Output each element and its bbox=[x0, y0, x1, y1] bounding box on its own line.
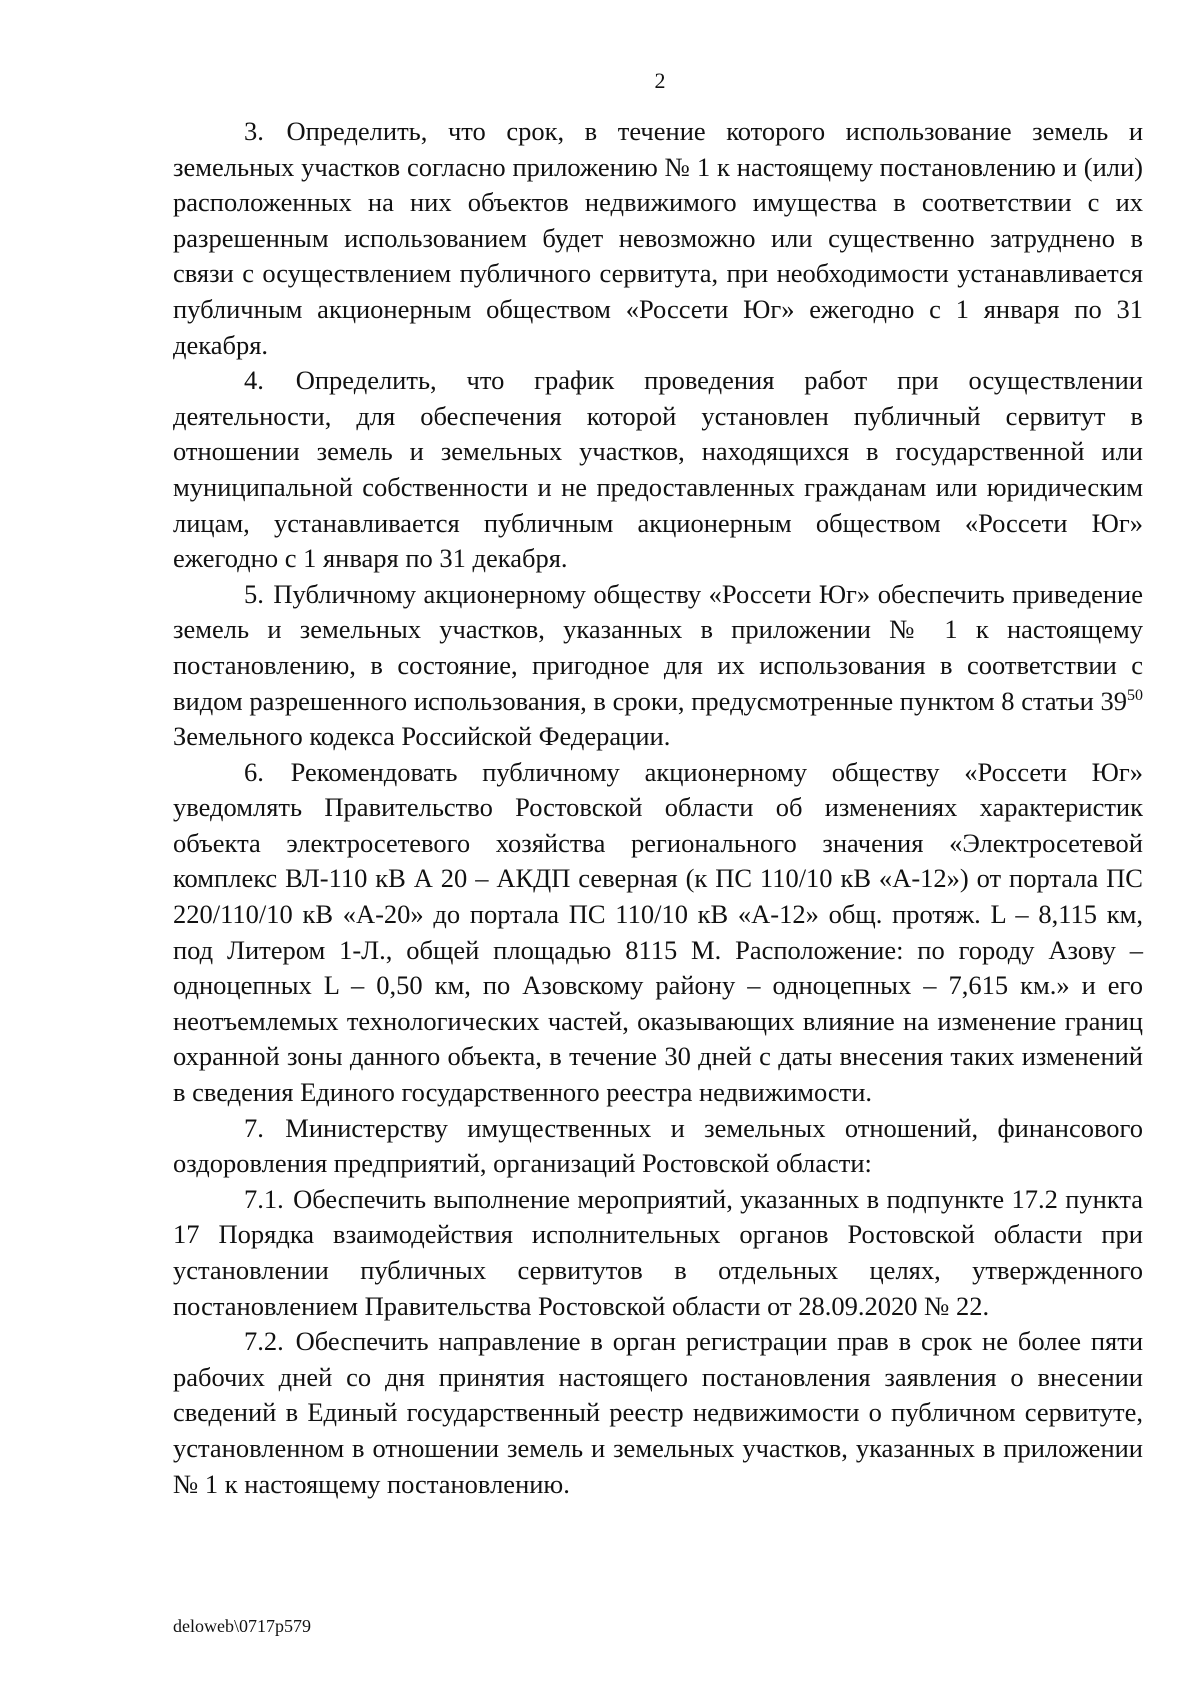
article-superscript: 50 bbox=[1127, 686, 1143, 704]
paragraph-6 bbox=[173, 755, 1143, 1111]
paragraph-7-1 bbox=[173, 1182, 1143, 1324]
paragraph-number: 7. bbox=[244, 1112, 264, 1143]
paragraph-3 bbox=[173, 114, 1143, 363]
paragraph-number: 7.1. bbox=[244, 1183, 284, 1214]
paragraph-number: 6. bbox=[244, 756, 264, 787]
paragraph-text: Обеспечить выполнение мероприятий, указанных в подпункте 17.2 пункта 17 Порядка взаимодействия исполнительных органов Ростовской области при установлении публичных сервитутов в отдельных целях, утвержденного постановлением Правительства Ростовской области от 28.09.2020 № 22. bbox=[173, 1183, 1144, 1321]
paragraph-7-2 bbox=[173, 1324, 1143, 1502]
paragraph-7 bbox=[173, 1111, 1143, 1182]
document-code: deloweb\0717p579 bbox=[173, 1616, 311, 1636]
paragraph-text: Определить, что срок, в течение которого использование земель и земельных участков согласно приложению № 1 к настоящему постановлению и (или) расположенных на них объектов недвижимого имущества в соответствии с их разрешенным использованием будет невозможно или существенно затруднено в связи с осуществлением публичного сервитута, при необходимости устанавливается публичным акционерным обществом «Россети Юг» ежегодно с 1 января по 31 декабря. bbox=[173, 116, 1143, 360]
paragraph-number: 3. bbox=[244, 116, 264, 146]
page-number: 2 bbox=[654, 68, 666, 93]
document-body bbox=[173, 114, 1143, 1502]
paragraph-5 bbox=[173, 577, 1143, 755]
paragraph-number: 4. bbox=[244, 365, 264, 396]
paragraph-text: Публичному акционерному обществу «Россети Юг» обеспечить приведение земель и земельных участков, указанных в приложении № 1 к настоящему постановлению, в состояние, пригодное для их использования в соответствии с видом разрешенного использования, в сроки, предусмотренные пунктом 8 статьи 39 bbox=[173, 578, 1144, 716]
paragraph-text: Определить, что график проведения работ при осуществлении деятельности, для обеспечения которой установлен публичный сервитут в отношении земель и земельных участков, находящихся в государственной или муниципальной собственности и не предоставленных гражданам или юридическим лицам, устанавливается публичным акционерным обществом «Россети Юг» ежегодно с 1 января по 31 декабря. bbox=[173, 365, 1143, 574]
paragraph-text: Министерству имущественных и земельных отношений, финансового оздоровления предприятий, организаций Ростовской области: bbox=[173, 1112, 1144, 1179]
paragraph-text: Рекомендовать публичному акционерному обществу «Россети Юг» уведомлять Правительство Ростовской области об изменениях характеристик объекта электросетевого хозяйства регионального значения «Электросетевой комплекс ВЛ-110 кВ А 20 – АКДП северная (к ПС 110/10 кВ «А-12») от портала ПС 220/110/10 кВ «А-20» до портала ПС 110/10 кВ «А-12» общ. протяж. L – 8,115 км, под Литером 1-Л., общей площадью 8115 М. Расположение: по городу Азову – одноцепных L – 0,50 км, по Азовскому району – одноцепных – 7,615 км.» и его неотъемлемых технологических частей, оказывающих влияние на изменение границ охранной зоны данного объекта, в течение 30 дней с даты внесения таких изменений в сведения Единого государственного реестра недвижимости. bbox=[173, 756, 1144, 1108]
paragraph-4 bbox=[173, 363, 1143, 577]
paragraph-number: 5. bbox=[244, 578, 264, 609]
paragraph-number: 7.2. bbox=[244, 1326, 284, 1357]
paragraph-text: Обеспечить направление в орган регистрации прав в срок не более пяти рабочих дней со дня принятия настоящего постановления заявления о внесении сведений в Единый государственный реестр недвижимости о публичном сервитуте, установленном в отношении земель и земельных участков, указанных в приложении № 1 к настоящему постановлению. bbox=[173, 1326, 1143, 1499]
paragraph-text-end: Земельного кодекса Российской Федерации. bbox=[173, 721, 671, 752]
